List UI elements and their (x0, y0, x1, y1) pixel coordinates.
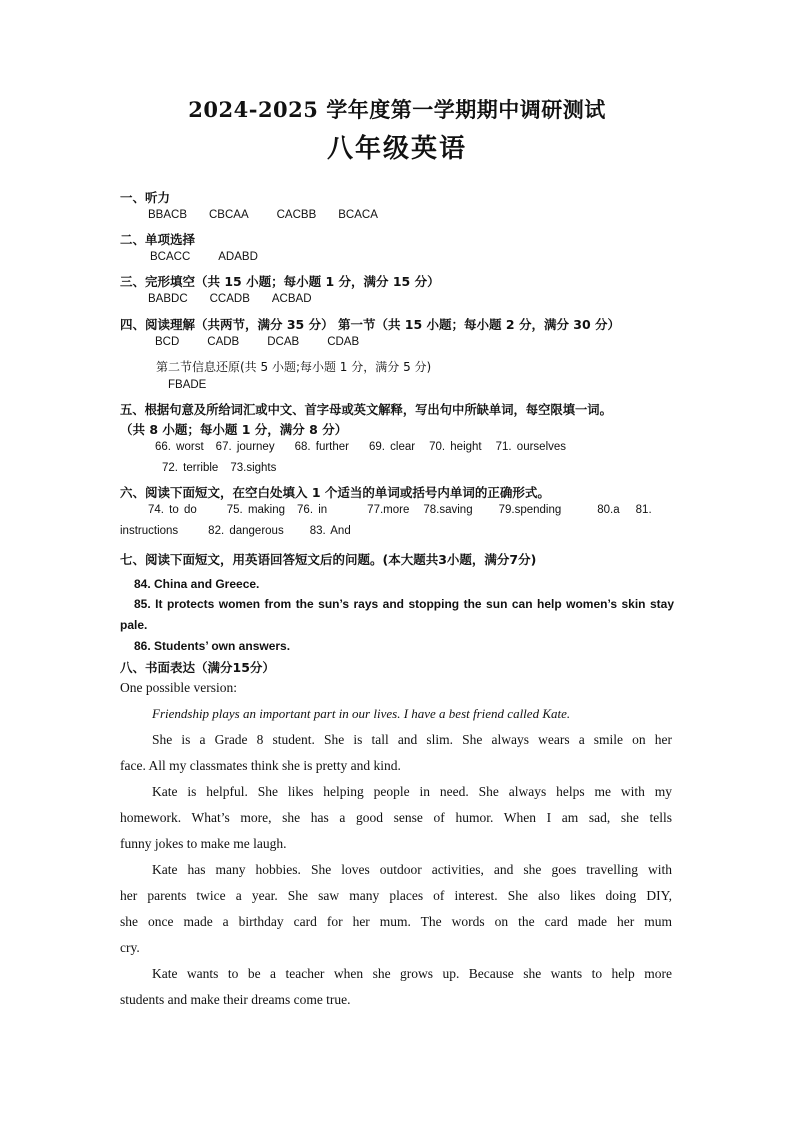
answer-group: CACBB (276, 209, 317, 221)
answer-group: CADB (207, 336, 240, 348)
section-7-heading: 七、阅读下面短文，用英语回答短文后的问题。(本大题共3小题，满分7分) (120, 552, 537, 567)
answer-84: 84. China and Greece. (134, 577, 260, 591)
section-4-subheading: 第二节信息还原(共 5 小题;每小题 1 分，满分 5 分) (156, 360, 432, 374)
answer-group: BBACB (148, 209, 187, 221)
section-8-heading: 八、书面表达（满分15分） (120, 660, 275, 675)
answer-item: 72. terrible (162, 462, 219, 474)
essay-intro: One possible version: (120, 680, 237, 695)
essay-line: students and make their dreams come true. (120, 992, 351, 1007)
essay-line: Kate wants to be a teacher when she grows up. Because she wants to help more (152, 966, 672, 981)
answer-group: ACBAD (271, 293, 312, 305)
answer-item: instructions (120, 525, 179, 537)
answer-item: 67. journey (215, 441, 275, 453)
essay-line: Friendship plays an important part in our lives. I have a best friend called Kate. (152, 706, 571, 721)
section-5-answers-line1 (155, 441, 566, 453)
essay-line: Kate is helpful. She likes helping people in need. She always helps me with my (152, 784, 672, 799)
answer-group: CCADB (209, 293, 250, 305)
answer-group: DCAB (267, 336, 300, 348)
answer-group: BCACC (150, 251, 191, 263)
section-5-heading-line2: （共 8 小题；每小题 1 分，满分 8 分） (120, 422, 348, 437)
answer-item: 83. And (309, 525, 351, 537)
essay-line: funny jokes to make me laugh. (120, 836, 287, 851)
essay-line: She is a Grade 8 student. She is tall and slim. She always wears a smile on her (152, 732, 672, 747)
answer-item: 68. further (294, 441, 349, 453)
answer-86: 86. Students’ own answers. (134, 639, 291, 653)
essay-line: she once made a birthday card for her mum. The words on the card made her mum (120, 914, 672, 929)
answer-item: 70. height (429, 441, 482, 453)
answer-group: CBCAA (209, 209, 249, 221)
answer-item: 66. worst (155, 441, 204, 453)
section-6-answers-line2 (120, 525, 351, 537)
section-2-heading: 二、单项选择 (120, 232, 196, 247)
essay-line: her parents twice a year. She saw many places of interest. She also likes doing DIY, (120, 888, 672, 903)
section-5-answers-line2 (162, 462, 276, 474)
section-3-heading: 三、完形填空（共 15 小题；每小题 1 分，满分 15 分） (120, 274, 440, 289)
answer-item: 81. (635, 504, 652, 516)
answer-group: BABDC (148, 293, 188, 305)
answer-item: 73.sights (230, 462, 277, 474)
section-1-heading: 一、听力 (120, 190, 171, 205)
answer-group: BCD (155, 336, 180, 348)
section-4-sub-answer: FBADE (168, 379, 207, 391)
answer-group: BCACA (338, 209, 378, 221)
answer-item: 80.a (597, 504, 620, 516)
exam-title: 2024-2025 学年度第一学期期中调研测试 (188, 97, 606, 122)
section-5-heading-line1: 五、根据句意及所给词汇或中文、首字母或英文解释，写出句中所缺单词，每空限填一词。 (120, 403, 612, 417)
section-2-answers (150, 251, 258, 263)
section-1-answers (148, 209, 378, 221)
section-4-answers (155, 336, 359, 348)
answer-item: 74. to do (148, 504, 197, 516)
section-6-answers-line1 (148, 504, 652, 516)
answer-item: 75. making (226, 504, 286, 516)
answer-item: 79.spending (498, 504, 562, 516)
answer-group: ADABD (218, 251, 258, 263)
section-3-answers (148, 293, 312, 305)
answer-item: 78.saving (423, 504, 473, 516)
answer-85-line1: 85. It protects women from the sun’s rays and stopping the sun can help women’s skin stay (134, 597, 674, 611)
essay-line: Kate has many hobbies. She loves outdoor activities, and she goes travelling with (152, 862, 672, 877)
answer-item: 77.more (367, 504, 410, 516)
answer-group: CDAB (327, 336, 360, 348)
exam-subtitle: 八年级英语 (326, 134, 467, 164)
section-6-heading: 六、阅读下面短文，在空白处填入 1 个适当的单词或括号内单词的正确形式。 (120, 485, 550, 500)
section-4-heading: 四、阅读理解（共两节，满分 35 分） 第一节（共 15 小题；每小题 2 分，满分 30 分） (120, 317, 621, 332)
answer-item: 69. clear (369, 441, 416, 453)
answer-item: 76. in (297, 504, 328, 516)
answer-item: 82. dangerous (208, 525, 284, 537)
essay-line: homework. What’s more, she has a good sense of humor. When I am sad, she tells (120, 810, 672, 825)
answer-item: 71. ourselves (495, 441, 567, 453)
essay-line: cry. (120, 940, 140, 955)
essay-line: face. All my classmates think she is pretty and kind. (120, 758, 401, 773)
answer-85-line2: pale. (120, 618, 148, 632)
